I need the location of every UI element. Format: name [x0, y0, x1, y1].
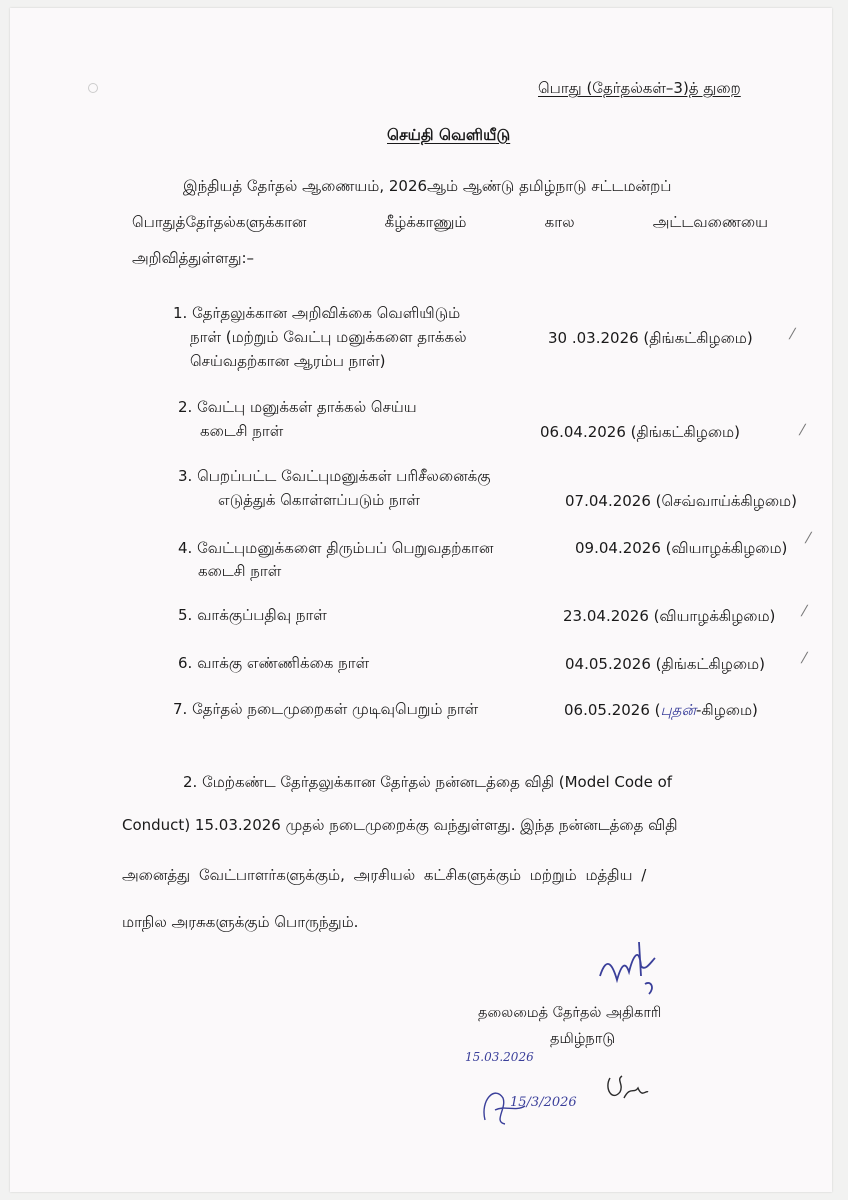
initials-mark-2 — [602, 1068, 652, 1108]
item-1-line-2: நாள் (மற்றும் வேட்பு மனுக்களை தாக்கல் — [190, 328, 467, 346]
item-3-line-2: எடுத்துக் கொள்ளப்படும் நாள் — [218, 491, 420, 509]
handwritten-date-1: 15.03.2026 — [465, 1050, 534, 1064]
item-7-line-1: 7. தேர்தல் நடைமுறைகள் முடிவுபெறும் நாள் — [173, 700, 479, 718]
item-6-date: 04.05.2026 (திங்கட்கிழமை) — [565, 655, 765, 673]
item-1-date: 30 .03.2026 (திங்கட்கிழமை) — [548, 329, 753, 347]
punch-hole-mark — [88, 83, 98, 93]
handwritten-day: புதன் — [660, 701, 696, 719]
item-3-line-1: 3. பெறப்பட்ட வேட்புமனுக்கள் பரிசீலனைக்கு — [178, 467, 491, 485]
item-2-date: 06.04.2026 (திங்கட்கிழமை) — [540, 423, 740, 441]
para2-line-3: அனைத்து வேட்பாளர்களுக்கும், அரசியல் கட்சிகளுக்கும் மற்றும் மத்திய / — [122, 866, 647, 884]
document-page — [10, 8, 832, 1192]
initials-mark — [475, 1080, 535, 1130]
item-5-line-1: 5. வாக்குப்பதிவு நாள் — [178, 606, 327, 624]
check-mark-icon: / — [803, 530, 813, 546]
para2-line-4: மாநில அரசுகளுக்கும் பொருந்தும். — [122, 913, 359, 931]
item-4-line-1: 4. வேட்புமனுக்களை திரும்பப் பெறுவதற்கான — [178, 539, 494, 557]
check-mark-icon: / — [797, 422, 807, 438]
item-2-line-2: கடைசி நாள் — [200, 422, 284, 440]
department-header: பொது (தேர்தல்கள்–3)த் துறை — [538, 79, 741, 97]
intro-line-3: அறிவித்துள்ளது:– — [132, 249, 255, 267]
check-mark-icon: / — [799, 650, 809, 666]
officer-designation: தலைமைத் தேர்தல் அதிகாரி — [478, 1005, 662, 1021]
item-4-line-2: கடைசி நாள் — [198, 562, 282, 580]
item-1-line-3: செய்வதற்கான ஆரம்ப நாள்) — [190, 352, 386, 370]
intro-line-1: இந்தியத் தேர்தல் ஆணையம், 2026ஆம் ஆண்டு தமிழ்நாடு சட்டமன்றப் — [183, 177, 672, 195]
item-1-line-1: 1. தேர்தலுக்கான அறிவிக்கை வெளியிடும் — [173, 304, 461, 322]
para2-line-2: Conduct) 15.03.2026 முதல் நடைமுறைக்கு வந்துள்ளது. இந்த நன்னடத்தை விதி — [122, 816, 678, 834]
item-6-line-1: 6. வாக்கு எண்ணிக்கை நாள் — [178, 654, 370, 672]
check-mark-icon: / — [787, 326, 797, 342]
para2-line-1: 2. மேற்கண்ட தேர்தலுக்கான தேர்தல் நன்னடத்தை விதி (Model Code of — [183, 773, 673, 791]
item-7-date: 06.05.2026 (புதன்-கிழமை) — [564, 701, 758, 719]
handwritten-date-2: 15/3/2026 — [510, 1095, 577, 1110]
signature-mark — [595, 936, 665, 1006]
item-2-line-1: 2. வேட்பு மனுக்கள் தாக்கல் செய்ய — [178, 398, 417, 416]
page-title: செய்தி வெளியீடு — [387, 126, 511, 144]
check-mark-icon: / — [799, 603, 809, 619]
item-5-date: 23.04.2026 (வியாழக்கிழமை) — [563, 607, 776, 625]
intro-line-2: பொதுத்தேர்தல்களுக்கான கீழ்க்காணும் கால அட்டவணையை — [132, 213, 768, 231]
item-3-date: 07.04.2026 (செவ்வாய்க்கிழமை) — [565, 492, 797, 510]
item-4-date: 09.04.2026 (வியாழக்கிழமை) — [575, 539, 788, 557]
officer-state: தமிழ்நாடு — [550, 1031, 616, 1047]
